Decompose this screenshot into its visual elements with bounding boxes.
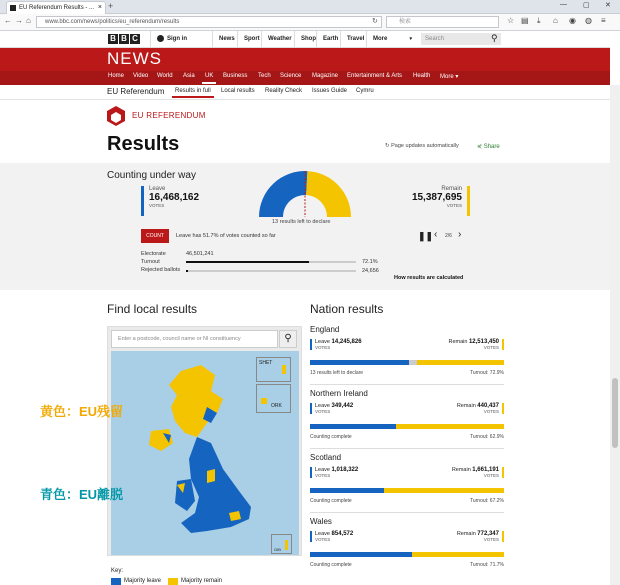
tab-title: EU Referendum Results - ... (19, 5, 95, 11)
postcode-search-button[interactable] (279, 330, 297, 348)
reload-icon[interactable]: ↻ (372, 18, 378, 25)
results-to-declare: 13 results left to declare (272, 219, 331, 225)
annotation-leave: 青色：EU離脱 (40, 487, 124, 502)
maximize-button[interactable]: ▢ (583, 2, 590, 9)
leave-bar (310, 488, 384, 493)
divider (310, 448, 504, 449)
subnav-local-results[interactable]: Local results (221, 88, 255, 94)
nation-remain-label: Remain (456, 403, 476, 409)
orkney-inset[interactable]: ORK (256, 384, 291, 413)
bbc-logo-b1[interactable]: B (108, 34, 118, 44)
news-nav-more[interactable] (440, 73, 458, 80)
scotland-region (169, 365, 223, 437)
bookmark-star-icon[interactable]: ☆ (507, 16, 515, 25)
forward-icon[interactable]: → (15, 16, 23, 25)
page-scrollbar[interactable] (610, 85, 620, 585)
nation-leave (310, 339, 362, 350)
nation-remain-value: 440,437 (477, 403, 499, 409)
bbc-nav-more-label: More (373, 36, 388, 42)
nation-remain (457, 531, 504, 542)
nation-totals (310, 403, 504, 421)
page-title: Results (107, 133, 180, 155)
rejected-label: Rejected ballots (141, 267, 181, 273)
previous-icon[interactable]: ‹ (434, 229, 438, 240)
nation-leave-value: 854,572 (331, 531, 354, 537)
share-icon: ⋞ (477, 144, 484, 150)
bbc-nav-news[interactable]: News (212, 31, 240, 48)
bbc-nav-shop[interactable]: Shop (294, 31, 318, 48)
electorate-value: 46,501,241 (186, 251, 214, 257)
turnout-bar-fill (186, 261, 309, 263)
nation-turnout: Turnout: 71.7% (469, 562, 504, 568)
key-remain-swatch (168, 578, 178, 585)
news-nav-health[interactable]: Health (413, 73, 431, 79)
remain-bar (396, 424, 504, 429)
annotation-remain: 黄色：EU残留 (40, 404, 124, 419)
news-nav (0, 71, 610, 85)
nation-name: England (310, 325, 340, 334)
nation-results-title: Nation results (310, 302, 384, 316)
bbc-nav-more[interactable] (366, 31, 418, 48)
news-nav-world[interactable]: World (157, 73, 173, 79)
key-leave-swatch (111, 578, 121, 585)
nation-turnout: Turnout: 67.2% (469, 498, 504, 504)
nation-status: Counting complete (310, 434, 352, 440)
nation-status: Counting complete (310, 562, 352, 568)
nation-result-bar (310, 360, 504, 365)
turnout-label: Turnout (141, 259, 160, 265)
subnav-reality-check[interactable]: Reality Check (265, 88, 303, 94)
nation-turnout: Turnout: 62.9% (469, 434, 504, 440)
news-nav-magazine[interactable]: Magazine (312, 73, 339, 79)
favicon-icon (10, 5, 16, 11)
electorate-label: Electorate (141, 251, 166, 257)
news-logo[interactable]: NEWS (107, 49, 162, 68)
tab-close-icon[interactable]: × (97, 4, 102, 11)
turnout-value: 72.1% (362, 259, 378, 265)
map-key-title: Key: (111, 568, 124, 574)
leave-total (141, 186, 221, 216)
nation-totals (310, 531, 504, 549)
reading-list-icon[interactable]: ▤ (521, 16, 529, 25)
user-icon (157, 35, 164, 42)
votes-label: VOTES (483, 409, 499, 414)
nation-totals (310, 467, 504, 485)
nation-leave-value: 14,245,826 (331, 339, 362, 345)
nation-result-bar (310, 552, 504, 557)
news-nav-business[interactable]: Business (223, 73, 248, 79)
nation-remain-label: Remain (451, 467, 471, 473)
votes-label: VOTES (483, 537, 499, 542)
bbc-nav-sport[interactable]: Sport (237, 31, 263, 48)
nation-totals (310, 339, 504, 357)
nation-remain-value: 1,661,191 (472, 467, 499, 473)
address-bar[interactable]: www.bbc.com/news/politics/eu_referendum/results (36, 16, 382, 28)
votes-label: VOTES (149, 203, 165, 208)
news-nav-uk[interactable]: UK (205, 73, 214, 79)
download-icon[interactable]: ⤓ (537, 16, 541, 25)
nation-footer (310, 498, 504, 508)
divider (310, 512, 504, 513)
nation-remain-label: Remain (456, 531, 476, 537)
bbc-logo-b2[interactable]: B (119, 34, 129, 44)
nation-remain-value: 12,513,450 (468, 339, 499, 345)
news-nav-science[interactable]: Science (280, 73, 302, 79)
bbc-nav-weather[interactable]: Weather (261, 31, 296, 48)
bbc-logo-c[interactable]: C (130, 34, 140, 44)
minimize-button[interactable]: — (560, 1, 567, 8)
news-nav-tech[interactable]: Tech (258, 73, 271, 79)
key-remain-label: Majority remain (181, 578, 223, 584)
nation-status: 13 results left to declare (310, 370, 364, 376)
remain-total (390, 186, 470, 216)
remain-value: 15,387,695 (411, 192, 462, 203)
eu-referendum-brand: EU REFERENDUM (132, 111, 206, 120)
rejected-bar-track (186, 270, 356, 272)
gibraltar-inset[interactable]: GIB (271, 534, 292, 554)
news-nav-home[interactable]: Home (108, 73, 125, 79)
page-updates-toggle[interactable] (385, 143, 459, 149)
active-nav-indicator (202, 82, 216, 84)
extension-icon[interactable]: ◍ (585, 16, 592, 25)
nation-result-bar (310, 488, 504, 493)
rejected-bar-fill (186, 270, 188, 272)
nation-leave-label: Leave (315, 339, 330, 345)
nation-turnout: Turnout: 72.9% (469, 370, 504, 376)
sign-in-label: Sign in (167, 36, 187, 42)
news-nav-video[interactable]: Video (133, 73, 149, 79)
leave-label: Leave (149, 186, 166, 192)
remain-gauge-arc (306, 171, 351, 217)
close-window-button[interactable]: ✕ (605, 2, 611, 9)
votes-label: VOTES (315, 537, 331, 542)
nation-card[interactable] (310, 453, 504, 508)
sign-in-link[interactable] (150, 31, 212, 48)
votes-label: VOTES (483, 345, 499, 350)
nation-remain (452, 467, 504, 478)
nation-card[interactable] (310, 325, 504, 380)
remain-bar (412, 552, 504, 557)
remain-label: Remain (441, 186, 462, 192)
browser-tab[interactable] (6, 1, 106, 14)
nation-name: Wales (310, 517, 332, 526)
next-icon[interactable]: › (458, 229, 462, 240)
subnav-issues-guide[interactable]: Issues Guide (312, 88, 348, 94)
news-nav-entertainment[interactable]: Entertainment & Arts (347, 73, 403, 79)
search-icon: ⚲ (284, 333, 292, 344)
nation-status: Counting complete (310, 498, 352, 504)
share-label: Share (483, 144, 500, 150)
shetland-mark (282, 365, 286, 374)
news-nav-asia[interactable]: Asia (183, 73, 195, 79)
count-message: Leave has 51.7% of votes counted so far (176, 233, 276, 239)
votes-label: VOTES (315, 409, 331, 414)
counting-heading: Counting under way (107, 170, 196, 181)
votes-label: VOTES (315, 473, 331, 478)
leave-bar (310, 424, 396, 429)
nation-name: Northern Ireland (310, 389, 368, 398)
gibraltar-mark (285, 540, 288, 550)
scrollbar-thumb[interactable] (612, 378, 618, 448)
nation-remain (457, 403, 504, 414)
nation-leave-label: Leave (315, 403, 330, 409)
leave-bar (310, 360, 409, 365)
home-icon[interactable]: ⌂ (26, 16, 31, 25)
nation-leave-value: 349,442 (331, 403, 354, 409)
find-local-title: Find local results (107, 302, 198, 316)
new-tab-icon[interactable]: + (108, 1, 114, 11)
nation-card[interactable] (310, 389, 504, 444)
bbc-nav-earth[interactable]: Earth (316, 31, 342, 48)
nation-footer (310, 562, 504, 572)
refresh-icon: ↻ (385, 143, 392, 149)
page-updates-label: Page updates automatically (391, 143, 459, 149)
votes-label: VOTES (483, 473, 499, 478)
nation-footer (310, 434, 504, 444)
nation-leave-label: Leave (315, 467, 330, 473)
back-icon[interactable]: ← (4, 16, 12, 25)
eu-referendum-icon (107, 106, 125, 126)
chevron-down-icon: ▾ (409, 36, 412, 42)
menu-icon[interactable]: ≡ (601, 16, 606, 25)
news-nav-more-label: More (440, 74, 454, 80)
subnav-results-in-full[interactable]: Results in full (175, 88, 211, 94)
section-title[interactable]: EU Referendum (107, 87, 165, 96)
nation-leave-label: Leave (315, 531, 330, 537)
leave-bar (310, 552, 412, 557)
nation-leave (310, 467, 358, 478)
leave-value: 16,468,162 (149, 192, 200, 203)
remain-bar (384, 488, 504, 493)
carousel-page: 2/6 (445, 233, 452, 239)
divider (310, 384, 504, 385)
active-subnav-indicator (172, 96, 214, 98)
count-badge: COUNT (141, 229, 169, 243)
nation-remain-label: Remain (448, 339, 468, 345)
search-icon[interactable]: ⚲ (491, 33, 498, 43)
shetland-inset[interactable]: SHET (256, 357, 291, 382)
votes-label: VOTES (446, 203, 462, 208)
nation-result-bar (310, 424, 504, 429)
rejected-value: 24,656 (362, 268, 379, 274)
share-button[interactable] (477, 143, 500, 150)
subnav-cymru[interactable]: Cymru (356, 88, 374, 94)
bbc-nav-travel[interactable]: Travel (340, 31, 368, 48)
england-remain-patch (207, 469, 215, 483)
bbc-search-input[interactable]: Search (421, 33, 501, 45)
nation-name: Scotland (310, 453, 342, 462)
wales-region (175, 479, 195, 511)
nation-leave-value: 1,018,322 (331, 467, 359, 473)
nation-card[interactable] (310, 517, 504, 572)
pause-icon[interactable]: ❚❚ (418, 231, 434, 241)
pocket-icon[interactable]: ◉ (569, 16, 576, 25)
nation-leave (310, 531, 353, 542)
nation-remain-value: 772,347 (477, 531, 499, 537)
vote-share-gauge (257, 169, 353, 219)
how-results-calculated-link[interactable]: How results are calculated (394, 275, 464, 281)
remain-bar (417, 360, 504, 365)
divider (0, 99, 610, 100)
nation-remain (448, 339, 504, 350)
browser-search-field[interactable]: 検索 (386, 16, 499, 28)
votes-label: VOTES (315, 345, 331, 350)
leave-gauge-arc (259, 171, 307, 217)
postcode-search-input[interactable]: Enter a postcode, council name or NI constituency (111, 330, 278, 348)
key-leave-label: Majority leave (124, 578, 162, 584)
nation-leave (310, 403, 353, 414)
nation-footer (310, 370, 504, 380)
home-toolbar-icon[interactable]: ⌂ (553, 16, 558, 25)
orkney-mark (261, 398, 267, 404)
chevron-down-icon: ▾ (453, 74, 459, 80)
